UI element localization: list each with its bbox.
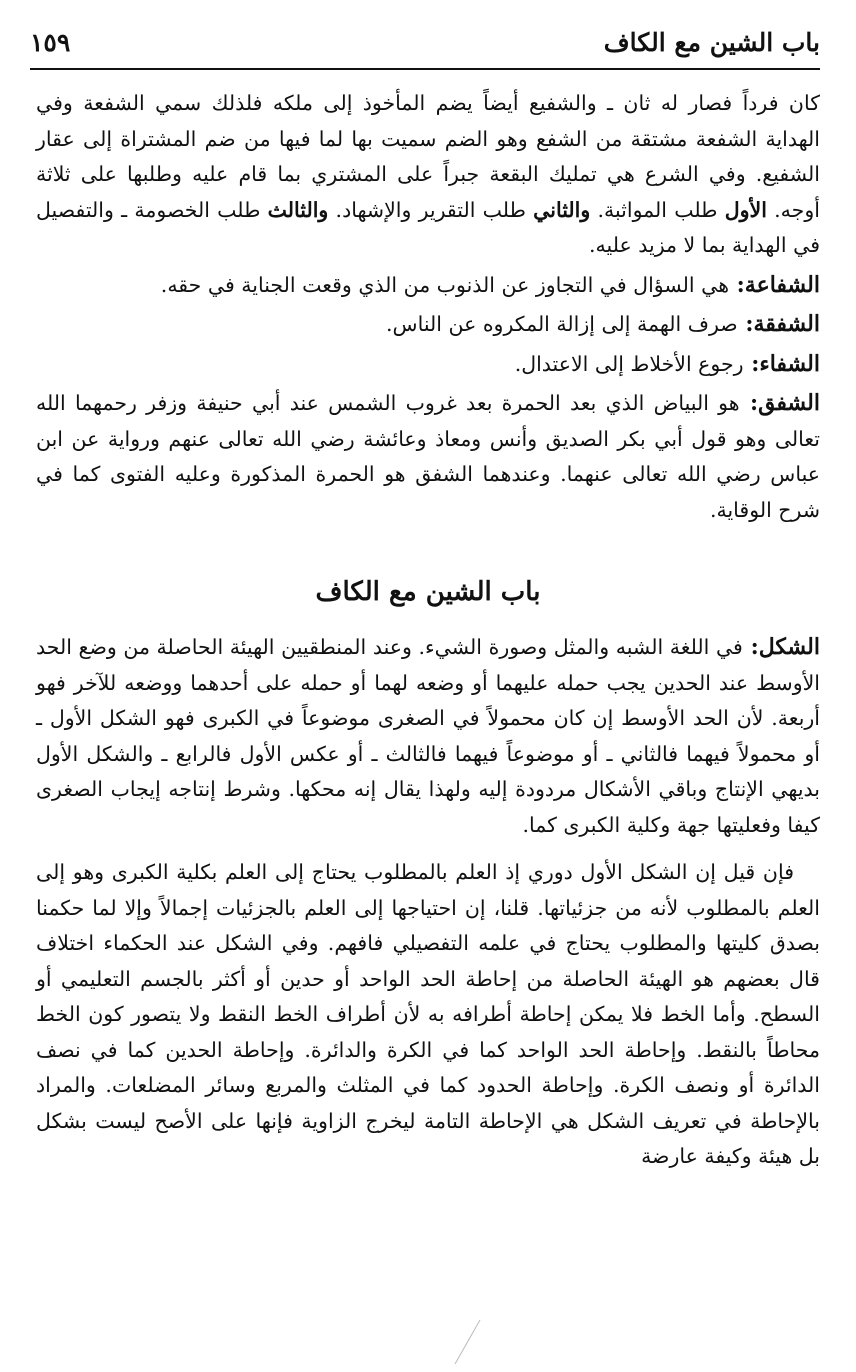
entry-definition: هو البياض الذي بعد الحمرة بعد غروب الشمس عند أبي حنيفة وزفر رحمهما الله تعالى وهو قول أبي بكر الصديق وأنس ومعاذ وعائشة رضي الله تعالى عنهم ورواية عن ابن عباس رضي الله تعالى عنهما. وعندهما الشفق هو الحمرة المذكورة وعليه الفتوى كما في شرح الوقاية. [36,391,820,522]
scan-mark-icon [452,1318,482,1366]
intro-text: كان فرداً فصار له ثان ـ والشفيع أيضاً يضم المأخوذ إلى ملكه فلذلك سمي الشفعة وفي الهداية الشفعة مشتقة من الشفع وهو الضم سميت بها لما فيها من ضم المشتراة إلى عقار الشفيع. وفي الشرع هي تمليك البقعة جبراً على المشتري بما قام عليه وطلبها على ثلاثة أوجه. [36,91,820,222]
header-rule [30,68,820,70]
keyword-first: الأول [724,197,767,222]
running-title: باب الشين مع الكاف [603,28,820,57]
final-paragraph: فإن قيل إن الشكل الأول دوري إذ العلم بالمطلوب يحتاج إلى العلم بكلية الكبرى وهو إلى العلم بالمطلوب لأنه من جزئياتها. قلنا، إن احتياجها إلى العلم بالجزئيات إجمالاً وإلا لما حكمنا بصدق كليتها والمطلوب يحتاج في علمه التفصيلي فافهم. وفي الشكل عند الحكماء اختلاف قال بعضهم هو الهيئة الحاصلة من إحاطة الحد الواحد أو حدين أو أكثر بالجسم التعليمي أو السطح. وأما الخط فلا يمكن إحاطة أطرافه به لأن أطراف الخط النقط ولا يتصور كون الخط محاطاً بالنقط. وإحاطة الحد الواحد كما في الكرة والدائرة. وإحاطة الحدين كما في نصف الدائرة أو ونصف الكرة. وإحاطة الحدود كما في المثلث والمربع وسائر المضلعات. والمراد بالإحاطة في تعريف الشكل هي الإحاطة التامة ليخرج الزاوية فإنها على الأصح ليست بشكل بل هيئة وكيفة عارضة [36,860,820,1168]
entry-shakl [36,630,820,843]
intro-paragraph [36,86,820,264]
keyword-second: والثاني [533,197,591,222]
entry-shafaq [36,386,820,528]
entry-colon: : [743,350,760,377]
entry-shifaa [36,347,820,383]
entry-colon: : [737,311,754,337]
page-body [36,86,820,1175]
intro-text-first: طلب المواثبة. [597,197,718,222]
entry-term: الشكل [758,634,820,660]
entry-shafaqa [36,307,820,343]
keyword-third: والثالث [267,197,329,222]
section-heading: باب الشين مع الكاف [315,577,541,607]
running-header [30,22,820,62]
entry-colon: : [729,271,745,298]
entry-definition: رجوع الأخلاط إلى الاعتدال. [514,351,744,376]
entry-term: الشفاعة [744,271,820,298]
entry-term: الشفق [758,390,820,416]
entry-term: الشفقة [753,311,820,337]
entry-colon: : [739,390,759,416]
entry-colon: : [742,634,759,660]
intro-text-third: طلب الخصومة ـ والتفصيل في الهداية بما لا مزيد عليه. [36,197,820,257]
entry-definition: هي السؤال في التجاوز عن الذنوب من الذي وقعت الجناية في حقه. [160,272,730,297]
entry-definition: في اللغة الشبه والمثل وصورة الشيء. وعند المنطقيين الهيئة الحاصلة من وضع الحد الأوسط عند الحدين يجب حمله عليهما أو وضعه لهما أو حمله على أحدهما ووضعه للآخر فهو أربعة. لأن الحد الأوسط إن كان محمولاً في الصغرى موضوعاً في الكبرى فهو الشكل الأول ـ أو محمولاً فيهما فالثاني ـ أو موضوعاً فيهما فالثالث ـ أو عكس الأول فالرابع ـ والشكل الأول بديهي الإنتاج وباقي الأشكال مردودة إليه ولهذا يقال إنه محكها. وشرط إنتاجه إيجاب الصغرى كيفا وفعليتها جهة وكلية الكبرى كما. [36,635,820,837]
entry-definition: صرف الهمة إلى إزالة المكروه عن الناس. [386,312,738,336]
intro-text-second: طلب التقرير والإشهاد. [335,197,526,222]
entry-shafaa [36,268,820,304]
page-number: ١٥٩ [30,28,71,57]
entry-term: الشفاء [759,350,820,377]
